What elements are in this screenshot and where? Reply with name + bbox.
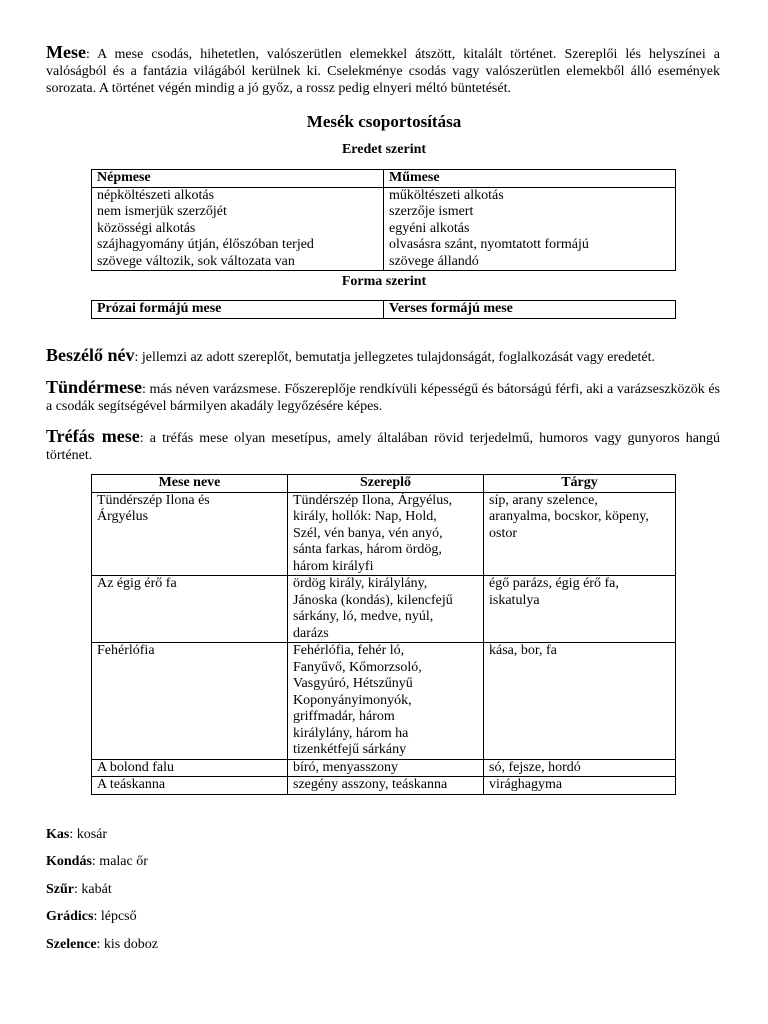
tale-name-cell	[92, 643, 288, 760]
mumese-line: szerzője ismert	[389, 204, 474, 219]
definition-beszelo-nev	[46, 347, 720, 366]
tale-objects-cell	[484, 643, 676, 760]
form-row	[92, 301, 676, 319]
characters-line: Koponyányimonyók,	[293, 692, 412, 708]
glossary-definition: : malac őr	[91, 854, 148, 869]
tale-name-cell	[92, 576, 288, 643]
characters-line: királylány, három ha	[293, 725, 409, 741]
glossary-definition: : kabát	[74, 882, 112, 897]
tale-characters-cell	[288, 777, 484, 795]
tale-name-line: A bolond falu	[97, 759, 174, 775]
mumese-line: egyéni alkotás	[389, 220, 470, 236]
tale-objects-cell	[484, 777, 676, 795]
origin-mumese-cell	[384, 187, 676, 271]
characters-line: ördög király, királylány,	[293, 576, 428, 591]
objects-line: ostor	[489, 525, 517, 541]
characters-line: király, hollók: Nap, Hold,	[293, 509, 437, 524]
nepmese-line: népköltészeti alkotás	[97, 187, 215, 203]
characters-line: három királyfi	[293, 558, 374, 574]
term-mese: Mese	[46, 42, 86, 62]
glossary-term: Kondás	[46, 854, 92, 869]
glossary-definition: : kis doboz	[96, 937, 158, 952]
origin-header-row	[92, 170, 676, 188]
table-row	[92, 576, 676, 643]
tale-characters-cell	[288, 576, 484, 643]
characters-line: Tündérszép Ilona, Árgyélus,	[293, 492, 453, 508]
tales-table	[91, 474, 676, 795]
table-row	[92, 492, 676, 576]
characters-line: Jánoska (kondás), kilencfejű	[293, 592, 453, 608]
definition-tundermese	[46, 379, 720, 415]
origin-header-nepmese: Népmese	[92, 170, 384, 188]
objects-line: síp, arany szelence,	[489, 492, 598, 508]
characters-line: bíró, menyasszony	[293, 759, 398, 775]
objects-line: só, fejsze, hordó	[489, 759, 581, 775]
characters-line: darázs	[293, 625, 329, 641]
header-mese-neve: Mese neve	[92, 475, 288, 493]
characters-line: sárkány, ló, medve, nyúl,	[293, 609, 434, 624]
glossary-term: Szűr	[46, 882, 74, 897]
nepmese-line: szájhagyomány útján, élőszóban terjed	[97, 237, 314, 252]
tales-header-row	[92, 475, 676, 493]
characters-line: tizenkétfejű sárkány	[293, 742, 407, 757]
form-verse-cell: Verses formájú mese	[384, 301, 676, 319]
glossary-item-kondas	[46, 853, 148, 870]
nepmese-line: szövege változik, sok változata van	[97, 253, 295, 269]
definition-trefas-mese	[46, 428, 720, 464]
mumese-line: műköltészeti alkotás	[389, 187, 504, 203]
objects-line: virághagyma	[489, 777, 563, 792]
definition-text: : más néven varázsmese. Főszereplője rendkívüli képességű és bátorságú férfi, aki a varázseszközök és a csodák segítségével bármilyen akadály legyőzésére képes.	[46, 382, 720, 414]
form-subheading: Forma szerint	[341, 274, 427, 289]
header-targy: Tárgy	[484, 475, 676, 493]
tale-characters-cell	[288, 643, 484, 760]
tale-name-line: Fehérlófia	[97, 643, 155, 658]
characters-line: Vasgyúró, Hétszűnyű	[293, 676, 413, 691]
glossary-definition: : lépcső	[93, 909, 137, 924]
glossary-term: Szelence	[46, 937, 97, 952]
tale-name-line: Árgyélus	[97, 509, 149, 524]
nepmese-line: nem ismerjük szerzőjét	[97, 204, 227, 219]
tale-objects-cell	[484, 492, 676, 576]
characters-line: griffmadár, három	[293, 709, 395, 724]
definition-text: : a tréfás mese olyan mesetípus, amely általában rövid terjedelmű, humoros vagy gunyoros hangú történet.	[46, 431, 720, 463]
section-heading: Mesék csoportosítása	[306, 112, 462, 131]
tale-name-cell	[92, 759, 288, 777]
term-trefas-mese: Tréfás mese	[46, 426, 140, 446]
tale-characters-cell	[288, 759, 484, 777]
tale-name-line: A teáskanna	[97, 777, 166, 792]
tale-objects-cell	[484, 759, 676, 777]
glossary-item-szelence	[46, 936, 158, 953]
origin-body-row	[92, 187, 676, 271]
table-row	[92, 643, 676, 760]
characters-line: Fanyűvő, Kőmorzsoló,	[293, 659, 422, 675]
table-row	[92, 777, 676, 795]
form-prose-cell: Prózai formájú mese	[92, 301, 384, 319]
glossary-item-gradics	[46, 908, 137, 925]
table-row	[92, 759, 676, 777]
definition-text: : jellemzi az adott szereplőt, bemutatja jellegzetes tulajdonságát, foglalkozását vagy eredetét.	[134, 350, 655, 365]
mumese-line: olvasásra szánt, nyomtatott formájú	[389, 237, 589, 252]
mumese-line: szövege állandó	[389, 253, 479, 269]
tale-name-cell	[92, 492, 288, 576]
tale-name-cell	[92, 777, 288, 795]
origin-subheading: Eredet szerint	[341, 142, 427, 157]
tale-name-line: Tündérszép Ilona és	[97, 492, 210, 508]
glossary-term: Grádics	[46, 909, 94, 924]
header-szereplo: Szereplő	[288, 475, 484, 493]
origin-table	[91, 169, 676, 271]
origin-header-mumese: Műmese	[384, 170, 676, 188]
intro-paragraph	[46, 44, 720, 97]
tale-objects-cell	[484, 576, 676, 643]
nepmese-line: közösségi alkotás	[97, 220, 196, 236]
intro-text: : A mese csodás, hihetetlen, valószerütlen elemekkel átszött, kitalált történet. Szereplői lés helyszínei a valóságból és a fantázia világából kerülnek ki. Cselekménye csodás vagy valószerütlen elemekből álló események sorozata. A történet végén mindig a jó győz, a rossz pedig elnyeri méltó büntetését.	[46, 47, 720, 96]
objects-line: iskatulya	[489, 592, 540, 608]
characters-line: Szél, vén banya, vén anyó,	[293, 525, 443, 541]
glossary-item-kas	[46, 826, 107, 843]
glossary-item-szur	[46, 881, 112, 898]
objects-line: égő parázs, égig érő fa,	[489, 576, 619, 591]
tale-characters-cell	[288, 492, 484, 576]
glossary-term: Kas	[46, 827, 70, 842]
objects-line: kása, bor, fa	[489, 643, 557, 658]
objects-line: aranyalma, bocskor, köpeny,	[489, 509, 649, 524]
origin-nepmese-cell	[92, 187, 384, 271]
characters-line: Fehérlófia, fehér ló,	[293, 643, 405, 658]
glossary-definition: : kosár	[69, 827, 108, 842]
term-beszelo-nev: Beszélő név	[46, 345, 135, 365]
characters-line: szegény asszony, teáskanna	[293, 777, 448, 792]
characters-line: sánta farkas, három ördög,	[293, 542, 442, 557]
form-table	[91, 300, 676, 319]
tale-name-line: Az égig érő fa	[97, 576, 177, 591]
term-tundermese: Tündérmese	[46, 377, 142, 397]
